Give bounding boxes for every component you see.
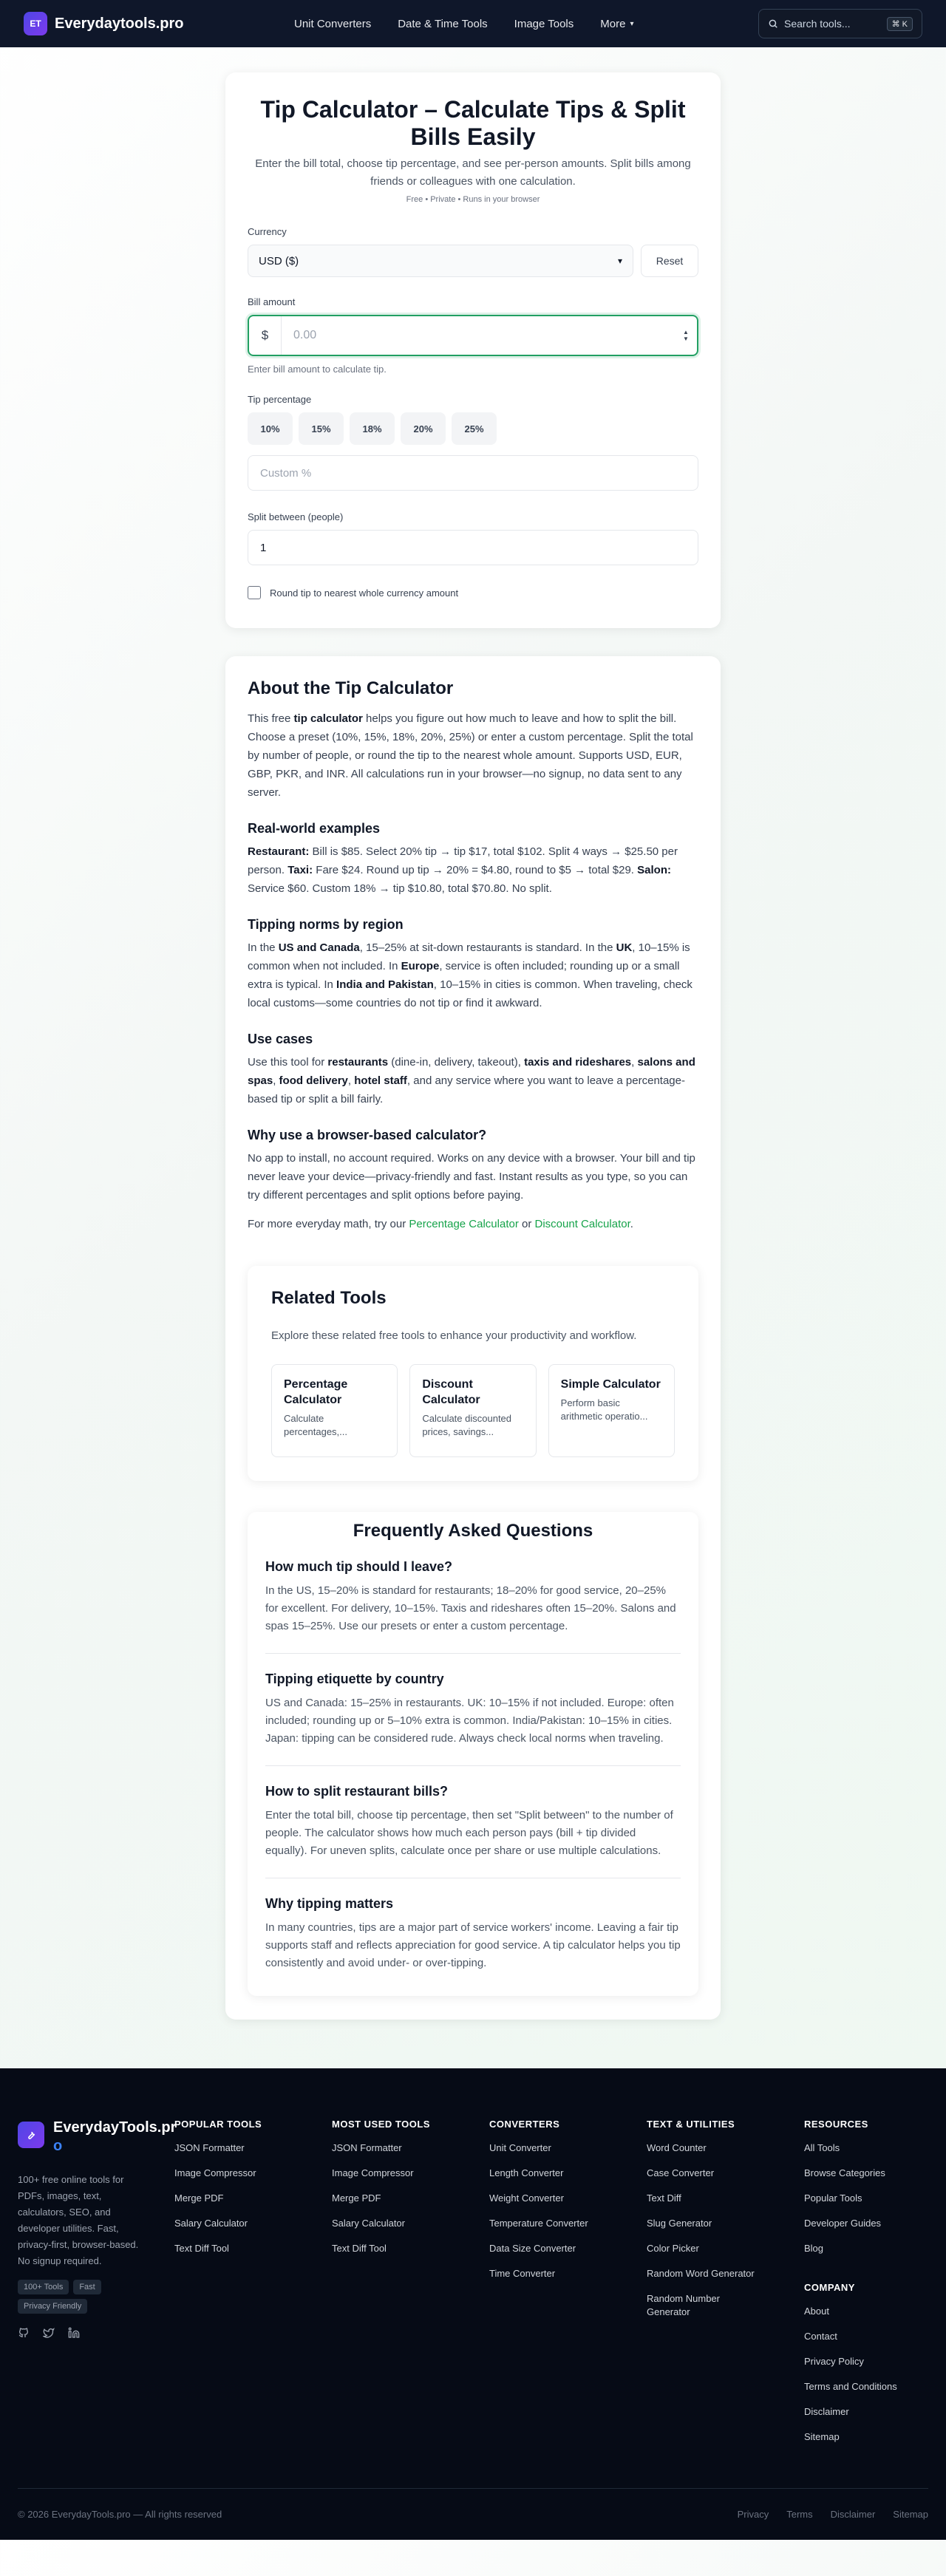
nav-more[interactable] [600,18,633,30]
footer-logo[interactable] [18,2119,177,2156]
text: , [631,1056,638,1069]
custom-tip-input[interactable]: Custom % [248,455,698,491]
bill-currency-symbol: $ [249,316,282,355]
footer-link[interactable]: Contact [804,2331,837,2342]
faq-item [265,1878,681,1975]
footer-link[interactable]: Word Counter [647,2142,707,2153]
text-bold: Restaurant: [248,845,310,858]
twitter-icon[interactable] [43,2327,55,2339]
text-bold: restaurants [327,1056,389,1069]
footer-bottom-link[interactable]: Sitemap [893,2509,928,2520]
bill-amount-field[interactable] [248,315,698,356]
stepper-down-icon[interactable]: ▼ [683,335,689,342]
text-bold: tip calculator [293,712,363,725]
text: Service $60. Custom 18% → tip $10.80, total $70.80. No split. [248,882,552,895]
text-bold: Taxi: [287,864,313,876]
footer-link[interactable]: Sitemap [804,2431,840,2442]
about-intro [248,709,698,802]
text-bold: Salon: [637,864,671,876]
main-content [225,72,721,2020]
bill-stepper[interactable] [675,329,697,342]
footer-col-title: TEXT & UTILITIES [647,2119,735,2130]
tip-presets [248,412,698,445]
footer-col-title: POPULAR TOOLS [174,2119,262,2130]
currency-select[interactable] [248,245,633,277]
related-card-simple[interactable] [548,1364,675,1457]
text: helps you figure out how much to leave and how to split the bill. Choose a preset (10%, 15%, 18%, 20%, 25%) or enter a custom percentage. Split the total by number of people, or round the tip to the nearest whole amount. Supports USD, EUR, GBP, PKR, and INR. All calculations run in your browser—no signup, no data sent to any server. [248,712,693,799]
related-card-percentage[interactable] [271,1364,398,1457]
footer-link[interactable]: All Tools [804,2142,840,2153]
footer-link[interactable]: Popular Tools [804,2192,862,2204]
currency-label: Currency [248,226,287,237]
related-card-discount[interactable] [409,1364,536,1457]
uses-title: Use cases [248,1032,313,1046]
footer-col-popular [174,2119,332,2444]
why-title: Why use a browser-based calculator? [248,1128,487,1142]
footer-link[interactable]: Salary Calculator [332,2218,405,2229]
tip-label: Tip percentage [248,394,312,405]
text: or [518,1218,535,1230]
footer-col-converters [489,2119,647,2444]
search-placeholder: Search tools... [784,18,851,30]
tip-preset-18[interactable]: 18% [350,412,395,445]
text: Use this tool for [248,1056,328,1069]
page-title: Tip Calculator – Calculate Tips & Split Bills Easily [260,96,686,150]
text: Bill is $85. Select 20% tip → tip $17, total $102. Split 4 ways → $25.50 per person. [248,845,678,876]
faq-answer: Enter the total bill, choose tip percentage, then set "Split between" to the number of people. The calculator shows how much each person pays (bill + tip divided equally). For uneven splits, calculate once per share or use multiple calculations. [265,1809,673,1857]
footer-col-title: RESOURCES [804,2119,868,2130]
related-card-title: Percentage Calculator [284,1378,348,1406]
footer-link[interactable]: Text Diff Tool [174,2243,229,2254]
footer-col-most-used [332,2119,489,2444]
nav-unit-converters[interactable]: Unit Converters [294,17,372,30]
nav-more-label: More [600,17,626,30]
related-card-title: Discount Calculator [422,1378,480,1406]
round-tip-label: Round tip to nearest whole currency amount [270,587,459,599]
tip-preset-15[interactable]: 15% [299,412,344,445]
faq-question: Why tipping matters [265,1896,394,1911]
faq-question: How to split restaurant bills? [265,1784,449,1799]
text: , service is often included; rounding up or a small extra is typical. In [248,960,680,991]
footer-link[interactable]: Browse Categories [804,2167,885,2178]
footer-link[interactable]: Slug Generator [647,2218,712,2229]
site-footer [0,2068,946,2540]
footer-link[interactable]: Image Compressor [332,2167,414,2178]
text-bold: UK [616,941,633,954]
footer-link[interactable]: Blog [804,2243,824,2254]
footer-bottom-link[interactable]: Privacy [737,2509,769,2520]
tip-preset-10[interactable]: 10% [248,412,293,445]
percentage-calculator-link[interactable]: Percentage Calculator [409,1218,519,1230]
footer-bottom [18,2488,928,2540]
split-label: Split between (people) [248,511,344,522]
linkedin-icon[interactable] [68,2327,80,2339]
norms-text [248,938,698,1012]
examples-text [248,842,698,898]
related-desc: Explore these related free tools to enhance your productivity and workflow. [271,1329,637,1342]
faq-question: Tipping etiquette by country [265,1672,444,1686]
currency-value: USD ($) [259,254,299,268]
round-tip-option[interactable] [248,586,698,599]
text-bold: US and Canada [278,941,360,954]
faq-answer: In many countries, tips are a major part of service workers' income. Leaving a fair tip supports staff and reflects appreciation for good service. A tip calculator helps you tip consistently and avoid under- or over-tipping. [265,1921,681,1969]
footer-link[interactable]: Terms and Conditions [804,2381,897,2392]
footer-link[interactable]: Unit Converter [489,2142,551,2153]
footer-link[interactable]: JSON Formatter [332,2142,402,2153]
bill-hint: Enter bill amount to calculate tip. [248,364,387,375]
text: (dine-in, delivery, takeout), [388,1056,525,1069]
about-section [225,656,721,2020]
related-card-desc: Calculate discounted prices, savings... [422,1413,512,1437]
footer-link[interactable]: Weight Converter [489,2192,564,2204]
social-links [18,2327,174,2339]
more-tools-text [248,1215,698,1233]
footer-link[interactable]: About [804,2306,829,2317]
text-bold: Europe [401,960,440,972]
text: This free [248,712,294,725]
footer-link[interactable]: Disclaimer [804,2406,849,2417]
footer-col-title: COMPANY [804,2282,855,2293]
text: . [630,1218,633,1230]
footer-tag: 100+ Tools [18,2280,69,2294]
footer-link[interactable]: Time Converter [489,2268,556,2279]
examples-title: Real-world examples [248,821,381,836]
page-subtitle: Enter the bill total, choose tip percentage, and see per-person amounts. Split bills among friends or colleagues with one calculation. [255,157,691,188]
logo-badge: ET [24,12,47,35]
discount-calculator-link[interactable]: Discount Calculator [534,1218,630,1230]
footer-col-text-utilities [647,2119,804,2444]
text: , 10–15% is common when not included. In [248,941,690,972]
footer-link[interactable]: Privacy Policy [804,2356,864,2367]
round-tip-checkbox[interactable] [248,586,261,599]
text: , 10–15% in cities is common. When traveling, check local customs—some countries do not tip or find it awkward. [248,978,693,1009]
tip-preset-25[interactable]: 25% [452,412,497,445]
chevron-down-icon: ▾ [630,19,634,28]
footer-link[interactable]: Random Number Generator [647,2293,720,2317]
faq-item [265,1541,681,1654]
text-bold: taxis and rideshares [524,1056,632,1069]
page-tagline: Free • Private • Runs in your browser [406,195,540,204]
text-bold: food delivery [279,1074,348,1087]
search-icon [768,18,778,29]
related-card-title: Simple Calculator [560,1378,661,1391]
footer-brand [18,2119,177,2444]
nav-date-time-tools[interactable]: Date & Time Tools [398,17,488,30]
footer-link[interactable]: Merge PDF [332,2192,381,2204]
text: , 15–25% at sit-down restaurants is standard. In the [359,941,616,954]
faq-question: How much tip should I leave? [265,1559,453,1574]
footer-link[interactable]: Case Converter [647,2167,715,2178]
stepper-up-icon[interactable]: ▲ [683,329,689,335]
why-text: No app to install, no account required. Works on any device with a browser. Your bill and tip never leave your device—privacy-friendly and fast. Instant results as you type, so you can try different percentages and split options before paying. [248,1152,695,1202]
footer-brand-accent: o [53,2138,63,2154]
tip-preset-20[interactable]: 20% [401,412,446,445]
chevron-down-icon: ▾ [617,256,622,266]
text-bold: hotel staff [354,1074,407,1087]
footer-link[interactable]: Text Diff Tool [332,2243,387,2254]
github-icon[interactable] [18,2327,30,2339]
footer-link[interactable]: Image Compressor [174,2167,256,2178]
related-card-desc: Calculate percentages,... [284,1413,347,1437]
text: For more everyday math, try our [248,1218,409,1230]
tip-calculator-card [225,72,721,628]
copyright: © 2026 EverydayTools.pro — All rights reserved [18,2509,222,2520]
text: Fare $24. Round up tip → 20% = $4.80, round to $5 → total $29. [313,864,638,876]
text-bold: India and Pakistan [336,978,434,991]
bill-label: Bill amount [248,296,296,307]
footer-desc: 100+ free online tools for PDFs, images, text, calculators, SEO, and developer utilities. Fast, privacy-first, browser-based. No signup required. [18,2174,139,2266]
logo-text: Everydaytools.pro [55,15,184,32]
faq-section [248,1512,698,1996]
faq-answer: US and Canada: 15–25% in restaurants. UK: 10–15% if not included. Europe: often included; rounding up or 5–10% extra is common. India/Pakistan: 10–15% in cities. Japan: tipping can be considered rude. Always check local norms when traveling. [265,1697,674,1745]
text: , and any service where you want to leave a percentage-based tip or split a bill fairly. [248,1074,685,1105]
faq-item [265,1766,681,1878]
faq-item [265,1654,681,1766]
logo[interactable] [24,12,184,35]
related-card-desc: Perform basic arithmetic operatio... [560,1397,648,1422]
footer-col-title: MOST USED TOOLS [332,2119,430,2130]
split-input[interactable]: 1 [248,530,698,565]
footer-tag: Privacy Friendly [18,2299,87,2314]
footer-link[interactable]: Merge PDF [174,2192,224,2204]
related-tools [248,1266,698,1481]
search-button[interactable] [758,9,922,38]
search-shortcut: ⌘ K [887,17,913,31]
reset-button[interactable]: Reset [641,245,698,277]
nav-image-tools[interactable]: Image Tools [514,17,574,30]
footer-link[interactable]: Salary Calculator [174,2218,248,2229]
footer-link[interactable]: JSON Formatter [174,2142,245,2153]
faq-answer: In the US, 15–20% is standard for restaurants; 18–20% for good service, 20–25% for excellent. For delivery, 10–15%. Taxis and rideshares often 15–20%. Salons and spas 15–25%. Use our presets or enter a custom percentage. [265,1584,676,1632]
footer-brand-name: EverydayTools.pr [53,2119,177,2136]
footer-link[interactable]: Temperature Converter [489,2218,588,2229]
footer-link[interactable]: Text Diff [647,2192,681,2204]
footer-bottom-link[interactable]: Disclaimer [830,2509,876,2520]
footer-link[interactable]: Random Word Generator [647,2268,755,2279]
text: , [273,1074,279,1087]
about-title: About the Tip Calculator [248,678,454,698]
site-header [0,0,946,47]
footer-link[interactable]: Length Converter [489,2167,564,2178]
footer-link[interactable]: Data Size Converter [489,2243,576,2254]
norms-title: Tipping norms by region [248,917,404,932]
footer-tag: Fast [73,2280,101,2294]
text: In the [248,941,279,954]
footer-link[interactable]: Color Picker [647,2243,699,2254]
footer-bottom-link[interactable]: Terms [786,2509,813,2520]
text: , [347,1074,355,1087]
text-bold: salons and spas [248,1056,695,1087]
related-title: Related Tools [271,1288,387,1308]
footer-link[interactable]: Developer Guides [804,2218,882,2229]
footer-col-resources [804,2119,915,2444]
uses-text [248,1053,698,1108]
faq-title: Frequently Asked Questions [353,1521,593,1541]
main-nav [294,0,660,47]
wrench-icon [18,2122,44,2148]
bill-amount-input[interactable]: 0.00 [293,329,317,341]
footer-col-title: CONVERTERS [489,2119,560,2130]
